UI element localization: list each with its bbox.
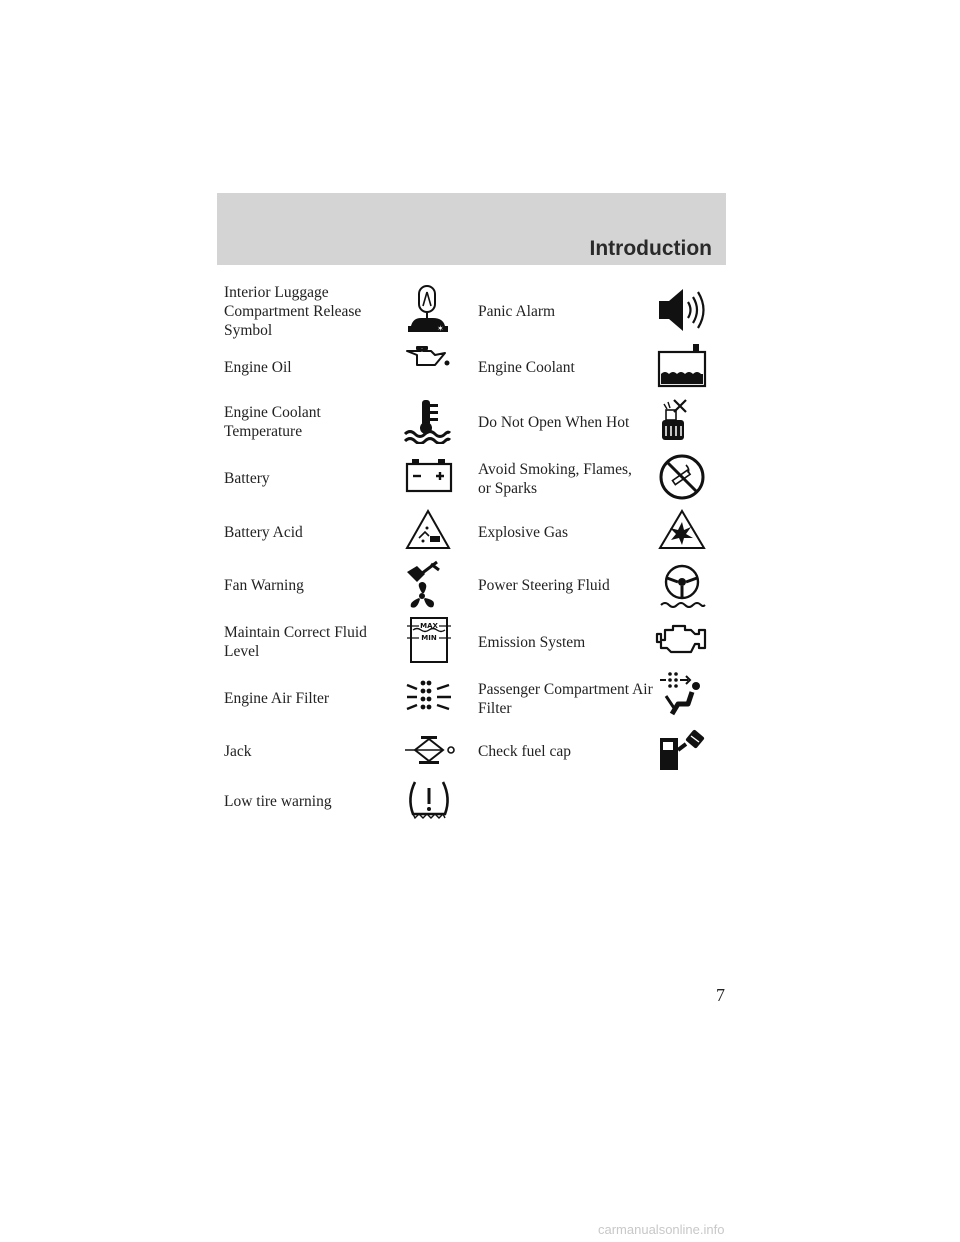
panic-alarm-icon	[657, 287, 707, 333]
battery-acid-icon	[405, 508, 451, 550]
label-passenger-air-filter: Passenger Compartment Air Filter	[478, 681, 653, 717]
label-do-not-open-hot: Do Not Open When Hot	[478, 414, 630, 431]
label-jack: Jack	[224, 743, 252, 760]
no-smoking-icon	[658, 453, 706, 501]
low-tire-icon	[405, 778, 453, 822]
engine-air-filter-icon	[405, 677, 453, 717]
max-mark: MAX	[420, 622, 438, 630]
watermark: carmanualsonline.info	[598, 1222, 725, 1237]
explosive-gas-icon	[658, 508, 706, 550]
label-emission-system: Emission System	[478, 634, 586, 651]
label-engine-oil: Engine Oil	[224, 359, 292, 376]
passenger-air-filter-icon	[658, 670, 706, 720]
label-engine-coolant-temp: Engine Coolant Temperature	[224, 404, 321, 440]
engine-icon	[655, 620, 707, 656]
label-fan-warning: Fan Warning	[224, 577, 304, 594]
jack-icon	[403, 734, 457, 766]
fluid-level-icon	[407, 616, 451, 664]
label-battery: Battery	[224, 470, 270, 487]
fan-warning-icon	[403, 560, 443, 610]
fuel-cap-icon	[658, 728, 706, 772]
do-not-open-hot-icon	[660, 396, 690, 442]
label-avoid-smoking: Avoid Smoking, Flames, or Sparks	[478, 461, 632, 497]
engine-oil-icon	[405, 345, 451, 371]
header-band	[217, 193, 726, 265]
label-fluid-level: Maintain Correct Fluid Level	[224, 624, 367, 660]
page-number: 7	[716, 985, 725, 1005]
min-mark: MIN	[421, 634, 437, 642]
label-power-steering: Power Steering Fluid	[478, 577, 610, 594]
label-luggage-release: Interior Luggage Compartment Release Symbol	[224, 284, 362, 339]
label-battery-acid: Battery Acid	[224, 524, 303, 541]
luggage-release-icon	[405, 284, 451, 334]
engine-coolant-icon	[657, 342, 707, 388]
power-steering-icon	[657, 563, 707, 611]
coolant-temp-icon	[403, 398, 451, 444]
label-fuel-cap: Check fuel cap	[478, 743, 571, 760]
label-engine-coolant: Engine Coolant	[478, 359, 575, 376]
svg-text:✶: ✶	[437, 324, 444, 333]
label-engine-air-filter: Engine Air Filter	[224, 690, 330, 707]
label-explosive-gas: Explosive Gas	[478, 524, 568, 541]
label-low-tire: Low tire warning	[224, 793, 332, 810]
battery-icon	[405, 457, 453, 493]
section-title: Introduction	[589, 237, 712, 260]
label-panic-alarm: Panic Alarm	[478, 303, 556, 320]
